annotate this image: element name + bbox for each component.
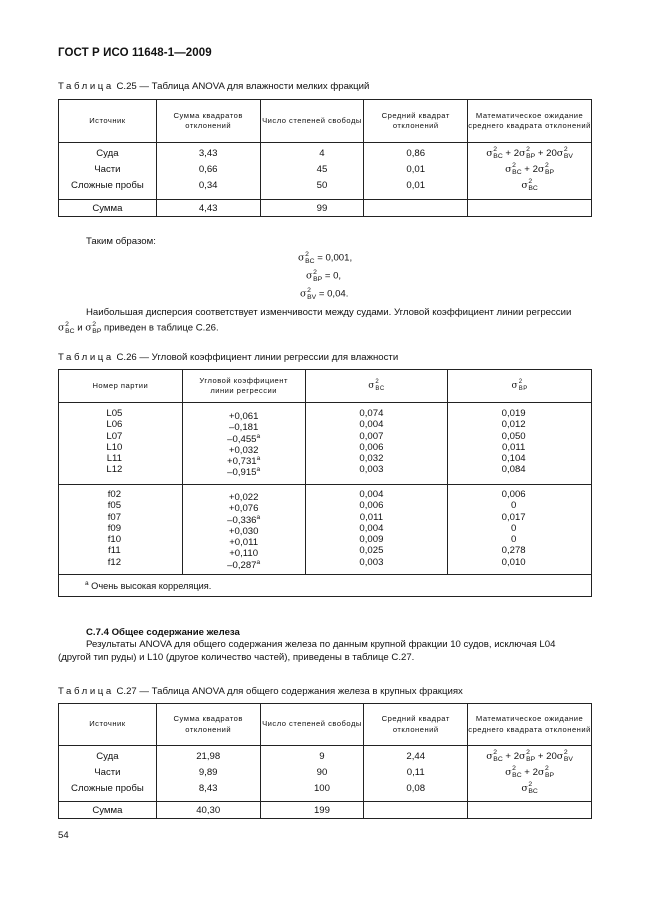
df-column: 9 90 100 — [260, 746, 364, 802]
caption-prefix: Таблица — [58, 352, 114, 363]
table-caption-c26 — [58, 352, 398, 363]
equation-bv: σ 2 BV = 0,04. — [300, 287, 349, 301]
table-row — [59, 143, 592, 200]
header-source: Источник — [59, 704, 157, 746]
document-header: ГОСТ Р ИСО 11648-1—2009 — [58, 47, 212, 59]
header-mean-square: Средний квадрат отклонений — [364, 100, 468, 143]
ms-column: 2,44 0,11 0,08 — [364, 746, 468, 802]
header-sigma-bc: σ 2 BC — [305, 370, 448, 403]
expected-ms-column — [468, 746, 592, 802]
formula-parts: σ 2 BC + 2σ 2 BP — [505, 162, 555, 177]
footnote: $^a$ Очень высокая корреляция. — [59, 575, 592, 597]
caption-text: С.26 — Угловой коэффициент линии регрессии для влажности — [113, 352, 399, 363]
ss-column: 21,98 9,89 8,43 — [156, 746, 260, 802]
ss-column: 3,43 0,66 0,34 — [156, 143, 260, 200]
text-paragraph-continued: σ 2 BC и σ 2 BP приведен в таблице С.26. — [58, 321, 219, 335]
header-expected-mean-square: Математическое ожидание среднего квадрата отклонений — [468, 100, 592, 143]
header-sum-of-squares: Сумма квадратов отклонений — [156, 100, 260, 143]
formula-composites: σ 2 BC — [521, 781, 538, 796]
anova-table-c25 — [58, 99, 592, 217]
formula-parts: σ 2 BC + 2σ 2 BP — [505, 765, 555, 780]
table-caption-c27 — [58, 686, 463, 697]
ms-column: 0,86 0,01 0,01 — [364, 143, 468, 200]
header-regression-coefficient: Угловой коэффициент линии регрессии — [182, 370, 305, 403]
section-paragraph: Результаты ANOVA для общего содержания железа по данным крупной фракции 10 судов, исключая L04 — [86, 639, 556, 650]
caption-text: С.27 — Таблица ANOVA для общего содержания железа в крупных фракциях — [113, 686, 463, 697]
formula-vessels: σ 2 BC + 2σ 2 BP + 20σ 2 BV — [486, 146, 573, 161]
caption-prefix: Таблица — [58, 81, 114, 92]
text-lead: Таким образом: — [86, 236, 156, 247]
table-total-row: Сумма 4,43 99 — [59, 200, 592, 217]
table-header-row — [59, 100, 592, 143]
header-sigma-bp: σ 2 BP — [448, 370, 592, 403]
header-mean-square: Средний квадрат отклонений — [364, 704, 468, 746]
formula-vessels: σ 2 BC + 2σ 2 BP + 20σ 2 BV — [486, 749, 573, 764]
section-heading: С.7.4 Общее содержание железа — [86, 627, 240, 638]
header-expected-mean-square: Математическое ожидание среднего квадрата отклонений — [468, 704, 592, 746]
equation-bp: σ 2 BP = 0, — [306, 269, 342, 283]
regression-table-c26 — [58, 369, 592, 597]
text-paragraph: Наибольшая дисперсия соответствует изменчивости между судами. Угловой коэффициент линии регрессии — [86, 307, 572, 318]
caption-prefix: Таблица — [58, 686, 114, 697]
equation-bc: σ 2 BC = 0,001, — [298, 251, 353, 265]
table-header-row — [59, 370, 592, 403]
df-column: 4 45 50 — [260, 143, 364, 200]
formula-composites: σ 2 BC — [521, 178, 538, 193]
anova-table-c27 — [58, 703, 592, 819]
header-batch-number: Номер партии — [59, 370, 183, 403]
page-number: 54 — [58, 830, 69, 841]
header-sum-of-squares: Сумма квадратов отклонений — [156, 704, 260, 746]
table-header-row — [59, 704, 592, 746]
expected-ms-column — [468, 143, 592, 200]
section-paragraph-continued: (другой тип руды) и L10 (другое количество частей), приведены в таблице С.27. — [58, 652, 415, 663]
table-footnote-row — [59, 575, 592, 597]
source-column: Суда Части Сложные пробы — [59, 143, 157, 200]
table-group-row-f: f02 f05 f07 f09 f10 f11 f12 +0,022 +0,076 –0,336$^a$ +0,030 +0,011 +0,110 –0,287$^a$ 0,004 0,006 0,011 0,004 0,009 0,025 0,003 0,006 0 0,017 0 0 0,278 0,010 — [59, 485, 592, 575]
source-column: Суда Части Сложные пробы — [59, 746, 157, 802]
table-group-row-l: L05 L06 L07 L10 L11 L12 +0,061 –0,181 –0,455$^a$ +0,032 +0,731$^a$ –0,915$^a$ 0,074 0,004 0,007 0,006 0,032 0,003 0,019 0,012 0,050 0,011 0,104 0,084 — [59, 403, 592, 485]
header-degrees-of-freedom: Число степеней свободы — [260, 100, 364, 143]
table-caption-c25 — [58, 81, 369, 92]
table-row — [59, 746, 592, 802]
table-total-row: Сумма 40,30 199 — [59, 802, 592, 819]
header-source: Источник — [59, 100, 157, 143]
header-degrees-of-freedom: Число степеней свободы — [260, 704, 364, 746]
caption-text: С.25 — Таблица ANOVA для влажности мелких фракций — [113, 81, 370, 92]
